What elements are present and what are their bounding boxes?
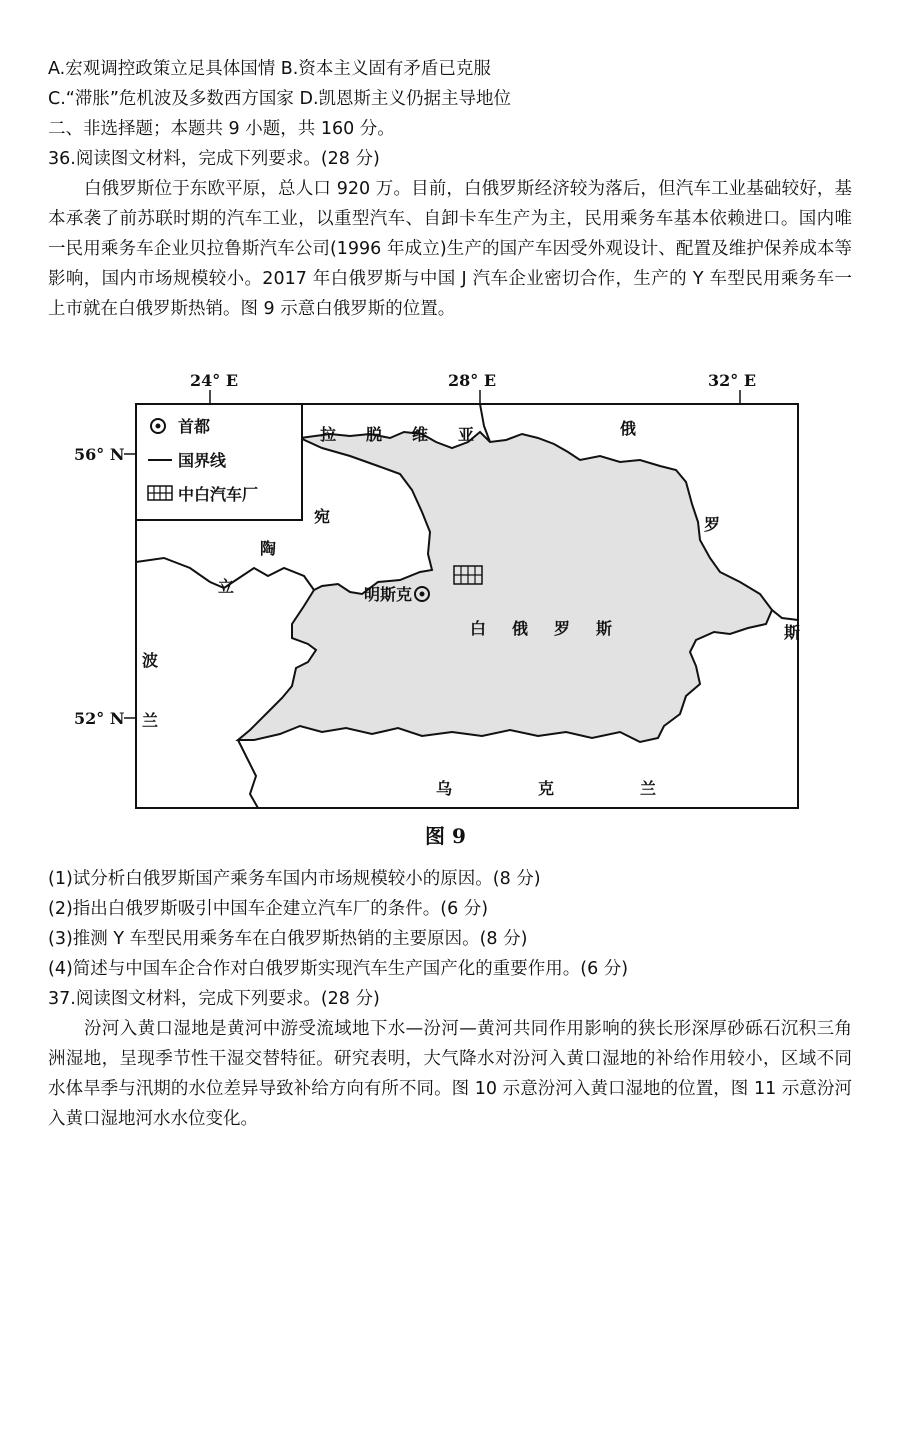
lithuania-char-2: 陶 xyxy=(260,539,277,558)
latvia-char-4: 亚 xyxy=(458,425,475,444)
russia-char-3: 斯 xyxy=(784,623,801,642)
legend-factory-label: 中白汽车厂 xyxy=(178,485,259,504)
belarus-location-map xyxy=(60,362,846,824)
latvia-char-3: 维 xyxy=(412,425,429,444)
ukraine-char-2: 克 xyxy=(538,779,555,798)
question-37-material: 汾河入黄口湿地是黄河中游受流域地下水—汾河—黄河共同作用影响的狭长形深厚砂砾石沉积三角洲湿地，呈现季节性干湿交替特征。研究表明，大气降水对汾河入黄口湿地的补给作用较小，区域不同水体旱季与汛期的水位差异导致补给方向有所不同。图 10 示意汾河入黄口湿地的位置，图 11 示意汾河入黄口湿地河水水位变化。 xyxy=(48,1019,852,1129)
lon-label-28: 28° E xyxy=(448,371,497,390)
belarus-char-3: 罗 xyxy=(554,619,571,638)
lon-label-24: 24° E xyxy=(190,371,239,390)
latvia-char-2: 脱 xyxy=(366,425,383,444)
lat-label-56: 56° N xyxy=(74,445,125,464)
question-37-title: 37.阅读图文材料，完成下列要求。(28 分) xyxy=(48,989,380,1009)
belarus-char-1: 白 xyxy=(470,619,487,638)
section-heading: 二、非选择题；本题共 9 小题，共 160 分。 xyxy=(48,119,395,139)
poland-char-1: 波 xyxy=(142,651,159,670)
question-36-material: 白俄罗斯位于东欧平原，总人口 920 万。目前，白俄罗斯经济较为落后，但汽车工业基础较好，基本承袭了前苏联时期的汽车工业，以重型汽车、自卸卡车生产为主，民用乘务车基本依赖进口。国内唯一民用乘务车企业贝拉鲁斯汽车公司(1996 年成立)生产的国产车因受外观设计、配置及维护保养成本等影响，国内市场规模较小。2017 年白俄罗斯与中国 J 汽车企业密切合作，生产的 Y 车型民用乘务车一上市就在白俄罗斯热销。图 9 示意白俄罗斯的位置。 xyxy=(48,179,852,319)
question-36-part-2: (2)指出白俄罗斯吸引中国车企建立汽车厂的条件。(6 分) xyxy=(48,899,489,919)
question-36-part-3: (3)推测 Y 车型民用乘务车在白俄罗斯热销的主要原因。(8 分) xyxy=(48,929,528,949)
ukraine-char-3: 兰 xyxy=(640,779,657,798)
option-line-cd: C.“滞胀”危机波及多数西方国家 D.凯恩斯主义仍据主导地位 xyxy=(48,89,512,109)
russia-char-2: 罗 xyxy=(704,515,721,534)
lon-label-32: 32° E xyxy=(708,371,757,390)
belarus-char-2: 俄 xyxy=(512,619,529,638)
poland-char-2: 兰 xyxy=(142,711,159,730)
capital-name-label: 明斯克 xyxy=(364,585,413,604)
ukraine-char-1: 乌 xyxy=(436,779,453,798)
legend-border-label: 国界线 xyxy=(178,451,227,470)
option-line-ab: A.宏观调控政策立足具体国情 B.资本主义固有矛盾已克服 xyxy=(48,59,491,79)
figure-9-caption: 图 9 xyxy=(425,824,466,848)
question-36-part-4: (4)简述与中国车企合作对白俄罗斯实现汽车生产国产化的重要作用。(6 分) xyxy=(48,959,629,979)
lithuania-char-1: 立 xyxy=(218,577,235,596)
lithuania-char-3: 宛 xyxy=(314,507,331,526)
question-36-title: 36.阅读图文材料，完成下列要求。(28 分) xyxy=(48,149,380,169)
belarus-char-4: 斯 xyxy=(596,619,613,638)
question-36-part-1: (1)试分析白俄罗斯国产乘务车国内市场规模较小的原因。(8 分) xyxy=(48,869,541,889)
legend-capital-label: 首都 xyxy=(178,417,211,436)
lat-label-52: 52° N xyxy=(74,709,125,728)
latvia-char-1: 拉 xyxy=(320,425,337,444)
russia-char-1: 俄 xyxy=(620,419,637,438)
